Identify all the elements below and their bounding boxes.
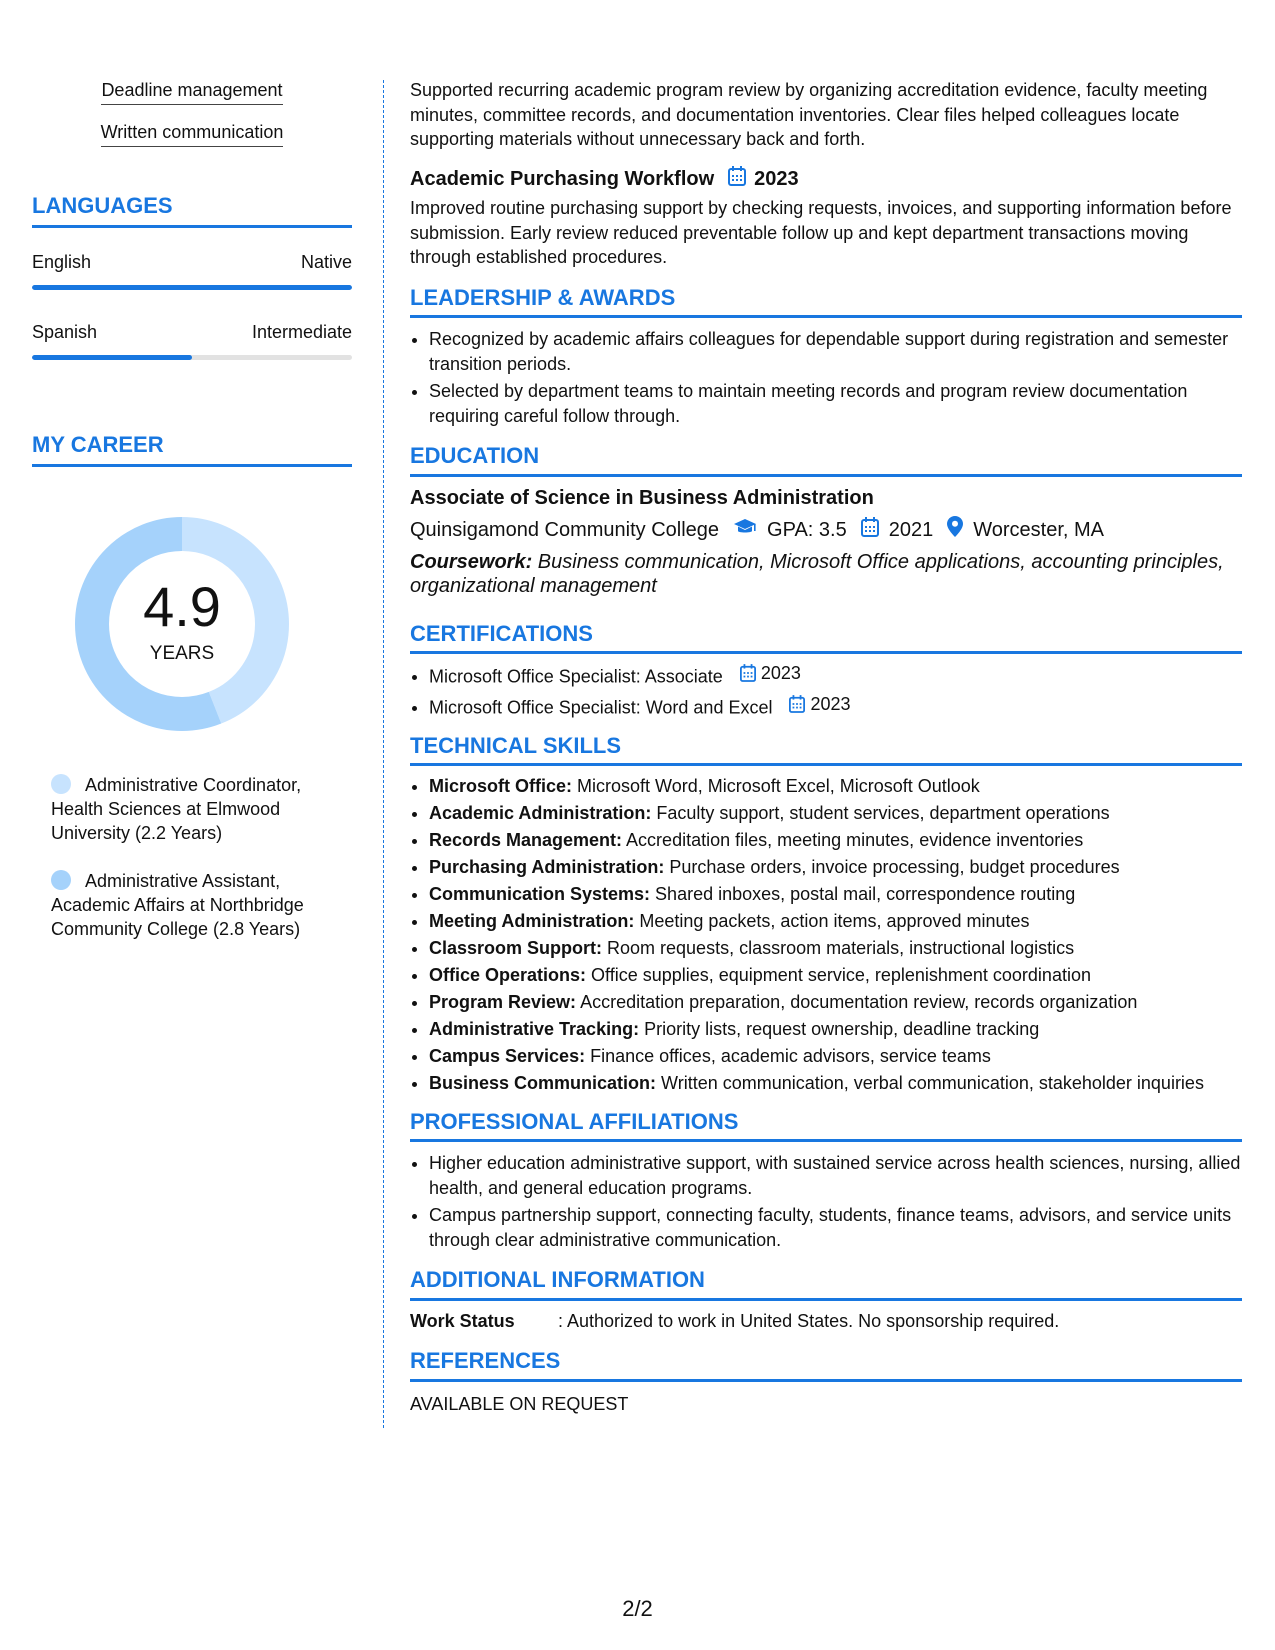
- skill-item: [429, 963, 1242, 988]
- list-item: • Selected by department teams to maintain meeting records and program review documentation requiring careful follow through.: [429, 379, 1242, 428]
- skill-value: Microsoft Word, Microsoft Excel, Microsoft Outlook: [572, 776, 980, 796]
- additional-info-heading: ADDITIONAL INFORMATION: [410, 1268, 1242, 1301]
- skill-value: Finance offices, academic advisors, service teams: [585, 1046, 991, 1066]
- language-proficiency-bar: [32, 355, 352, 360]
- skill-item: [429, 828, 1242, 853]
- languages-heading: LANGUAGES: [32, 193, 352, 228]
- skill-item: [429, 855, 1242, 880]
- language-proficiency-bar: [32, 285, 352, 290]
- affiliations-list: [410, 1151, 1242, 1252]
- certification-year: 2023: [760, 663, 801, 683]
- coursework-text: Business communication, Microsoft Office applications, accounting principles, organizational management: [410, 550, 1224, 597]
- project-year: 2023: [754, 167, 799, 190]
- certifications-heading: CERTIFICATIONS: [410, 622, 1242, 655]
- legend-dot-icon: [51, 774, 71, 794]
- career-legend-item: [51, 869, 352, 941]
- certification-date: [740, 661, 801, 686]
- work-status-value: : Authorized to work in United States. No sponsorship required.: [558, 1310, 1060, 1331]
- skill-value: Accreditation files, meeting minutes, evidence inventories: [622, 830, 1084, 850]
- skill-chip: Written communication: [101, 122, 284, 147]
- skill-value: Written communication, verbal communication, stakeholder inquiries: [656, 1073, 1204, 1093]
- leadership-list: [410, 327, 1242, 428]
- language-proficiency-fill: [32, 355, 192, 360]
- skill-label: Campus Services:: [429, 1046, 586, 1066]
- skill-label: Communication Systems:: [429, 884, 651, 904]
- skill-label: Purchasing Administration:: [429, 857, 665, 877]
- career-legend: [32, 773, 352, 941]
- list-item: • Campus partnership support, connecting faculty, students, finance teams, advisors, and service units through clear administrative communication.: [429, 1203, 1242, 1252]
- skill-value: Accreditation preparation, documentation review, records organization: [576, 992, 1138, 1012]
- school-name: Quinsigamond Community College: [410, 518, 720, 541]
- skill-item: [429, 1017, 1242, 1042]
- certification-year: 2023: [810, 693, 851, 714]
- skill-item: [429, 774, 1242, 799]
- calendar-icon: [728, 166, 746, 193]
- skill-value: Office supplies, equipment service, replenishment coordination: [586, 965, 1091, 985]
- career-legend-item: [51, 773, 352, 845]
- list-item: • Recognized by academic affairs colleagues for dependable support during registration and semester transition periods.: [429, 327, 1242, 376]
- skill-label: Program Review:: [429, 992, 577, 1012]
- career-heading: MY CAREER: [32, 432, 352, 467]
- language-name: Spanish: [32, 322, 98, 342]
- graduation-year: 2021: [888, 518, 934, 541]
- skill-item: [429, 882, 1242, 907]
- skill-item: [429, 909, 1242, 934]
- language-item: [32, 252, 352, 290]
- career-total-unit: YEARS: [149, 643, 215, 664]
- language-level: Intermediate: [251, 322, 352, 342]
- calendar-icon: [861, 517, 879, 544]
- career-legend-label: Administrative Coordinator, Health Sciences at Elmwood University (2.2 Years): [51, 775, 302, 843]
- education-meta: [410, 516, 1242, 544]
- location-pin-icon: [947, 516, 963, 544]
- skill-value: Shared inboxes, postal mail, correspondence routing: [650, 884, 1076, 904]
- certification-name: Microsoft Office Specialist: Word and Excel: [429, 697, 773, 717]
- certification-date: [789, 692, 850, 717]
- certification-item: [429, 661, 1242, 689]
- skill-label: Microsoft Office:: [429, 776, 573, 796]
- skill-label: Meeting Administration:: [429, 911, 635, 931]
- skill-value: Room requests, classroom materials, instructional logistics: [602, 938, 1075, 958]
- career-legend-label: Administrative Assistant, Academic Affairs at Northbridge Community College (2.8 Years): [51, 871, 304, 939]
- school-location: Worcester, MA: [973, 518, 1104, 541]
- certifications-list: [410, 661, 1242, 720]
- technical-skills-list: [410, 774, 1242, 1096]
- right-column: [410, 78, 1242, 1416]
- career-total-years: 4.9: [143, 575, 221, 638]
- skill-chip: Deadline management: [101, 80, 282, 105]
- degree-title: Associate of Science in Business Administration: [410, 486, 874, 509]
- skill-label: Business Communication:: [429, 1073, 657, 1093]
- language-item: [32, 322, 352, 360]
- skill-label: Records Management:: [429, 830, 623, 850]
- left-column: [32, 80, 352, 965]
- language-proficiency-fill: [32, 285, 352, 290]
- coursework: [410, 550, 1242, 599]
- affiliations-heading: PROFESSIONAL AFFILIATIONS: [410, 1110, 1242, 1143]
- skill-label: Academic Administration:: [429, 803, 652, 823]
- skill-item: [429, 936, 1242, 961]
- project-title-row: [410, 166, 1242, 193]
- career-donut-chart: [67, 509, 297, 739]
- calendar-icon: [740, 664, 756, 682]
- project-title: Academic Purchasing Workflow: [410, 167, 715, 190]
- skill-item: [429, 1071, 1242, 1096]
- skill-value: Meeting packets, action items, approved minutes: [634, 911, 1030, 931]
- references-heading: REFERENCES: [410, 1349, 1242, 1382]
- page-number: 2/2: [622, 1596, 653, 1621]
- skill-label: Administrative Tracking:: [429, 1019, 640, 1039]
- language-level: Native: [300, 252, 352, 272]
- skill-value: Priority lists, request ownership, deadline tracking: [639, 1019, 1040, 1039]
- legend-dot-icon: [51, 870, 71, 890]
- skill-label: Classroom Support:: [429, 938, 603, 958]
- skill-label: Office Operations:: [429, 965, 587, 985]
- project-intro: Supported recurring academic program review by organizing accreditation evidence, faculty meeting minutes, committee records, and documentation inventories. Clear files helped colleagues locate supporting materials without unnecessary back and forth.: [410, 80, 1208, 149]
- gpa: GPA: 3.5: [767, 518, 847, 541]
- list-item: • Higher education administrative support, with sustained service across health sciences, nursing, allied health, and general education programs.: [429, 1151, 1242, 1200]
- project-description: Improved routine purchasing support by checking requests, invoices, and supporting information before submission. Early review reduced preventable follow up and kept department transactions moving through established procedures.: [410, 198, 1232, 267]
- graduation-cap-icon: [733, 518, 757, 543]
- skill-item: [429, 801, 1242, 826]
- technical-skills-heading: TECHNICAL SKILLS: [410, 734, 1242, 767]
- career-donut-center: [67, 509, 297, 739]
- skill-item: [429, 990, 1242, 1015]
- references-text: AVAILABLE ON REQUEST: [410, 1393, 629, 1414]
- skill-value: Faculty support, student services, department operations: [651, 803, 1110, 823]
- language-name: English: [32, 252, 92, 272]
- skill-item: [429, 1044, 1242, 1069]
- calendar-icon: [789, 695, 805, 713]
- certification-name: Microsoft Office Specialist: Associate: [429, 666, 723, 687]
- skill-value: Purchase orders, invoice processing, budget procedures: [664, 857, 1120, 877]
- column-divider: [383, 80, 384, 1428]
- education-heading: EDUCATION: [410, 444, 1242, 477]
- work-status-label: Work Status: [410, 1310, 515, 1331]
- coursework-label: Coursework:: [410, 550, 533, 573]
- leadership-heading: LEADERSHIP & AWARDS: [410, 286, 1242, 319]
- work-status-row: [410, 1309, 1242, 1334]
- certification-item: [429, 692, 1242, 720]
